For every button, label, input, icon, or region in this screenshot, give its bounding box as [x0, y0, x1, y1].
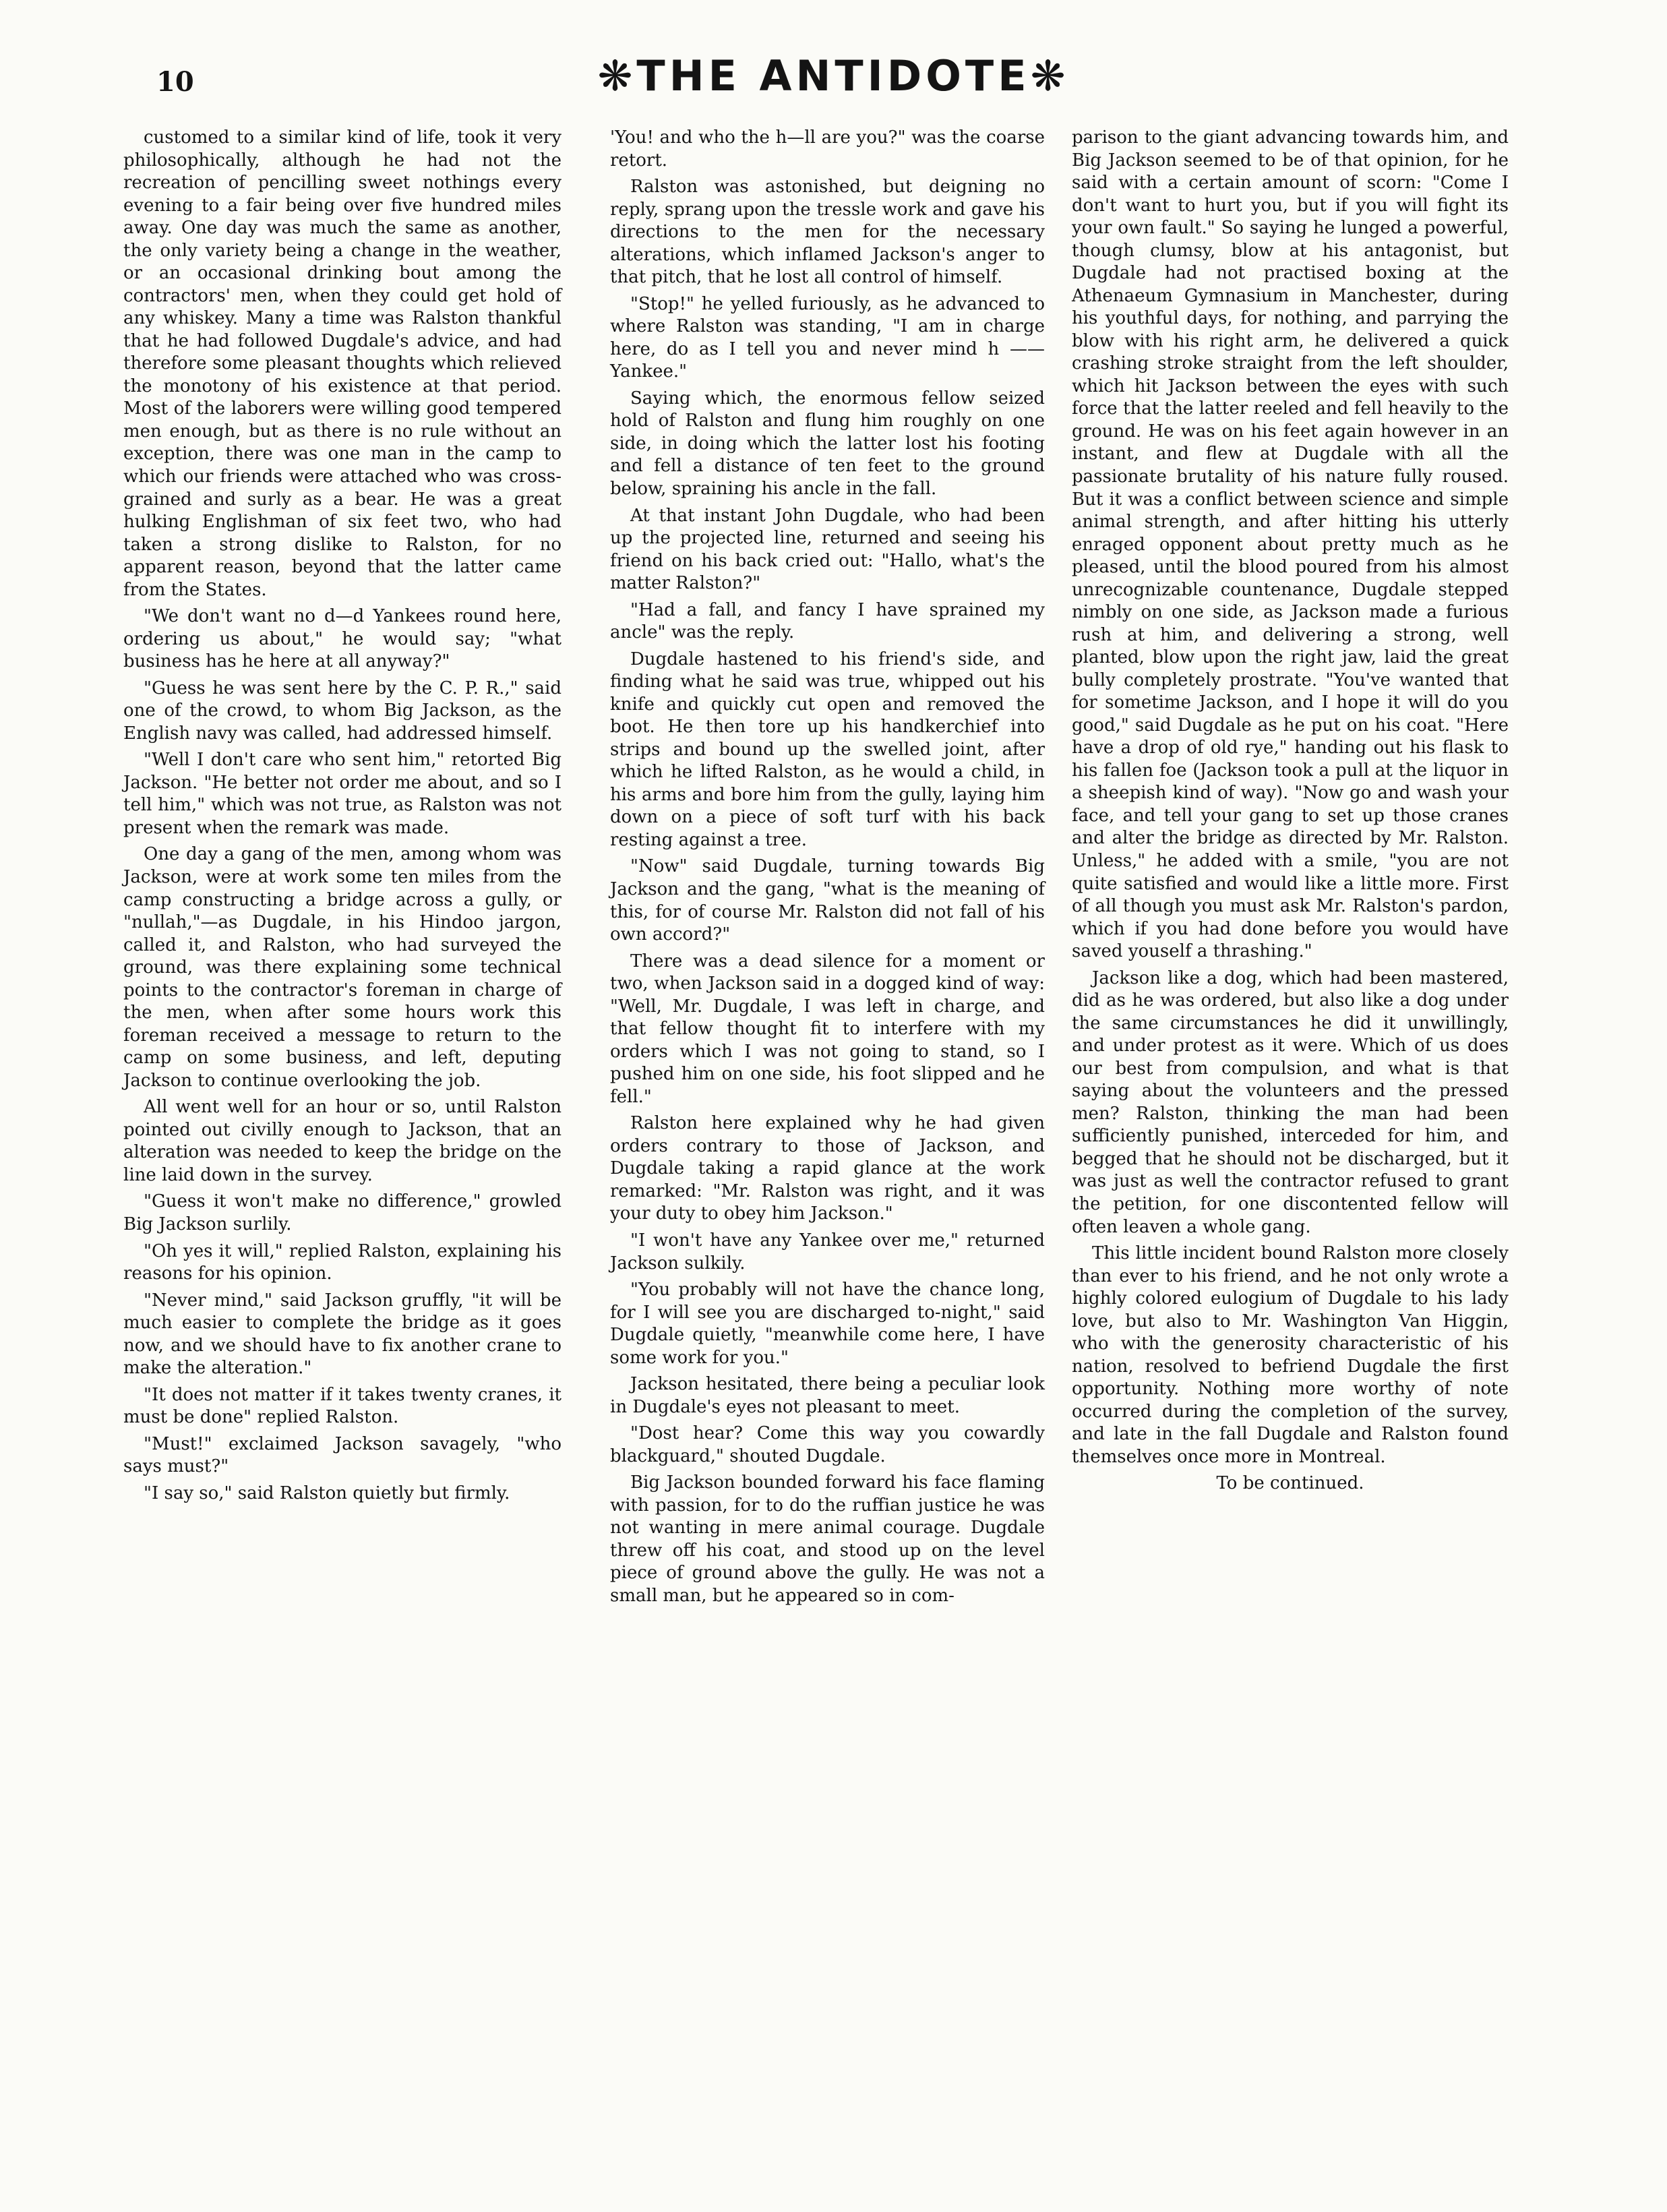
article-paragraph: "Guess he was sent here by the C. P. R.," said one of the crowd, to whom Big Jackson, as the English navy was called, had addressed himself.	[123, 678, 562, 744]
article-paragraph: There was a dead silence for a moment or two, when Jackson said in a dogged kind of way: "Well, Mr. Dugdale, I was left in charge, and that fellow thought fit to interfere with my orders which I was not going to stand, so I pushed him on one side, his foot slipped and he fell."	[610, 951, 1045, 1107]
masthead-title: ❋THE ANTIDOTE❋	[597, 51, 1070, 100]
article-paragraph: Jackson hesitated, there being a peculiar look in Dugdale's eyes not pleasant to meet.	[610, 1374, 1045, 1417]
to-be-continued: To be continued.	[1216, 1473, 1364, 1494]
article-paragraph: "Stop!" he yelled furiously, as he advanced to where Ralston was standing, "I am in charge here, do as I tell you and never mind h —— Yankee."	[610, 293, 1045, 382]
article-paragraph: Ralston was astonished, but deigning no reply, sprang upon the tressle work and gave his directions to the men for the necessary alterations, which inflamed Jackson's anger to that pitch, that he lost all control of himself.	[610, 177, 1045, 288]
article-paragraph: Jackson like a dog, which had been mastered, did as he was ordered, but also like a dog under the same circumstances he did it unwillingly, and under protest as it were. Which of us does our best from compulsion, and what is that saying about the volunteers and the pressed men? Ralston, thinking the man had been sufficiently punished, interceded for him, and begged that he should not be discharged, but it was just as well the contractor refused to grant the petition, for one discontented fellow will often leaven a whole gang.	[1072, 967, 1509, 1237]
article-paragraph: "Had a fall, and fancy I have sprained my ancle" was the reply.	[610, 599, 1045, 643]
article-paragraph: "Now" said Dugdale, turning towards Big Jackson and the gang, "what is the meaning of this, for of course Mr. Ralston did not fall of his own accord?"	[610, 856, 1045, 945]
article-paragraph: "Must!" exclaimed Jackson savagely, "who says must?"	[123, 1433, 562, 1477]
page-number: 10	[156, 66, 194, 98]
article-paragraph: One day a gang of the men, among whom was Jackson, were at work some ten miles from the camp constructing a bridge across a gully, or "nullah,"—as Dugdale, in his Hindoo jargon, called it, and Ralston, who had surveyed the ground, was there explaining some technical points to the contractor's foreman in charge of the men, when after some hours work this foreman received a message to return to the camp on some business, and left, deputing Jackson to continue overlooking the job.	[123, 844, 562, 1091]
article-paragraph: parison to the giant advancing towards him, and Big Jackson seemed to be of that opinion, for he said with a certain amount of scorn: "Come I don't want to hurt you, but if you will fight its your own fault." So saying he lunged a powerful, though clumsy, blow at his antagonist, but Dugdale had not practised boxing at the Athenaeum Gymnasium in Manchester, during his youthful days, for nothing, and parrying the blow with his right arm, he delivered a quick crashing stroke straight from the left shoulder, which hit Jackson between the eyes with such force that the latter reeled and fell heavily to the ground. He was on his feet again however in an instant, and flew at Dugdale with all the passionate brutality of his nature fully roused. But it was a conflict between science and simple animal strength, and after hitting his utterly enraged opponent about pretty much as he pleased, until the blood poured from his almost unrecognizable countenance, Dugdale stepped nimbly on one side, as Jackson made a furious rush at him, and delivering a strong, well planted, blow upon the right jaw, laid the great bully completely prostrate. "You've wanted that for sometime Jackson, and I hope it will do you good," said Dugdale as he put on his coat. "Here have a drop of old rye," handing out his flask to his fallen foe (Jackson took a pull at the liquor in a sheepish kind of way). "Now go and wash your face, and tell your gang to set up those cranes and alter the bridge as directed by Mr. Ralston. Unless," he added with a smile, "you are not quite satisfied and would like a little more. First of all though you must ask Mr. Ralston's pardon, which if you had done before you would have saved youself a thrashing."	[1072, 127, 1509, 962]
text-column-2	[610, 127, 1045, 1611]
article-paragraph: "Guess it won't make no difference," growled Big Jackson surlily.	[123, 1191, 562, 1234]
article-paragraph: "I won't have any Yankee over me," returned Jackson sulkily.	[610, 1230, 1045, 1274]
article-paragraph: Ralston here explained why he had given orders contrary to those of Jackson, and Dugdale taking a rapid glance at the work remarked: "Mr. Ralston was right, and it was your duty to obey him Jackson."	[610, 1113, 1045, 1224]
article-paragraph: "You probably will not have the chance long, for I will see you are discharged to-night," said Dugdale quietly, "meanwhile come here, I have some work for you."	[610, 1280, 1045, 1368]
article-paragraph: "I say so," said Ralston quietly but firmly.	[144, 1483, 510, 1503]
article-paragraph: Big Jackson bounded forward his face flaming with passion, for to do the ruffian justice he was not wanting in mere animal courage. Dugdale threw off his coat, and stood up on the level piece of ground above the gully. He was not a small man, but he appeared so in com-	[610, 1472, 1045, 1606]
article-paragraph: At that instant John Dugdale, who had been up the projected line, returned and seeing his friend on his back cried out: "Hallo, what's the matter Ralston?"	[610, 505, 1045, 594]
article-paragraph: customed to a similar kind of life, took it very philosophically, although he had not the recreation of pencilling sweet nothings every evening to a fair being over five hundred miles away. One day was much the same as another, the only variety being a change in the weather, or an occasional drinking bout among the contractors' men, when they could get hold of any whiskey. Many a time was Ralston thankful that he had followed Dugdale's advice, and had therefore some pleasant thoughts which relieved the monotony of his existence at that period. Most of the laborers were willing good tempered men enough, but as there is no rule without an exception, there was one man in the camp to which our friends were attached who was cross-grained and surly as a bear. He was a great hulking Englishman of six feet two, who had taken a strong dislike to Ralston, for no apparent reason, beyond that the latter came from the States.	[123, 127, 562, 600]
article-paragraph: "It does not matter if it takes twenty cranes, it must be done" replied Ralston.	[123, 1384, 562, 1428]
article-paragraph: "Never mind," said Jackson gruffly, "it will be much easier to complete the bridge as it goes now, and we should have to fix another crane to make the alteration."	[123, 1290, 562, 1379]
article-paragraph: "Oh yes it will," replied Ralston, explaining his reasons for his opinion.	[123, 1240, 562, 1284]
article-paragraph: This little incident bound Ralston more closely than ever to his friend, and he not only wrote a highly colored eulogium of Dugdale to his lady love, but also to Mr. Washington Van Higgin, who with the generosity characteristic of his nation, resolved to befriend Dugdale the first opportunity. Nothing more worthy of note occurred during the completion of the survey, and late in the fall Dugdale and Ralston found themselves once more in Montreal.	[1072, 1243, 1509, 1467]
text-column-3	[1072, 127, 1509, 1499]
article-paragraph: 'You! and who the h—ll are you?" was the coarse retort.	[610, 127, 1045, 171]
article-paragraph: All went well for an hour or so, until Ralston pointed out civilly enough to Jackson, that an alteration was needed to keep the bridge on the line laid down in the survey.	[123, 1097, 562, 1185]
article-paragraph: "Well I don't care who sent him," retorted Big Jackson. "He better not order me about, and so I tell him," which was not true, as Ralston was not present when the remark was made.	[123, 750, 562, 838]
article-paragraph: Dugdale hastened to his friend's side, and finding what he said was true, whipped out his knife and quickly cut open and removed the boot. He then tore up his handkerchief into strips and bound up the swelled joint, after which he lifted Ralston, as he would a child, in his arms and bore him from the gully, laying him down on a piece of soft turf with his back resting against a tree.	[610, 649, 1045, 850]
article-paragraph: Saying which, the enormous fellow seized hold of Ralston and flung him roughly on one side, in doing which the latter lost his footing and fell a distance of ten feet to the ground below, spraining his ancle in the fall.	[610, 388, 1045, 499]
article-paragraph: "We don't want no d—d Yankees round here, ordering us about," he would say; "what business has he here at all anyway?"	[123, 606, 562, 672]
text-column-1	[123, 127, 562, 1509]
article-paragraph: "Dost hear? Come this way you cowardly blackguard," shouted Dugdale.	[610, 1423, 1045, 1466]
